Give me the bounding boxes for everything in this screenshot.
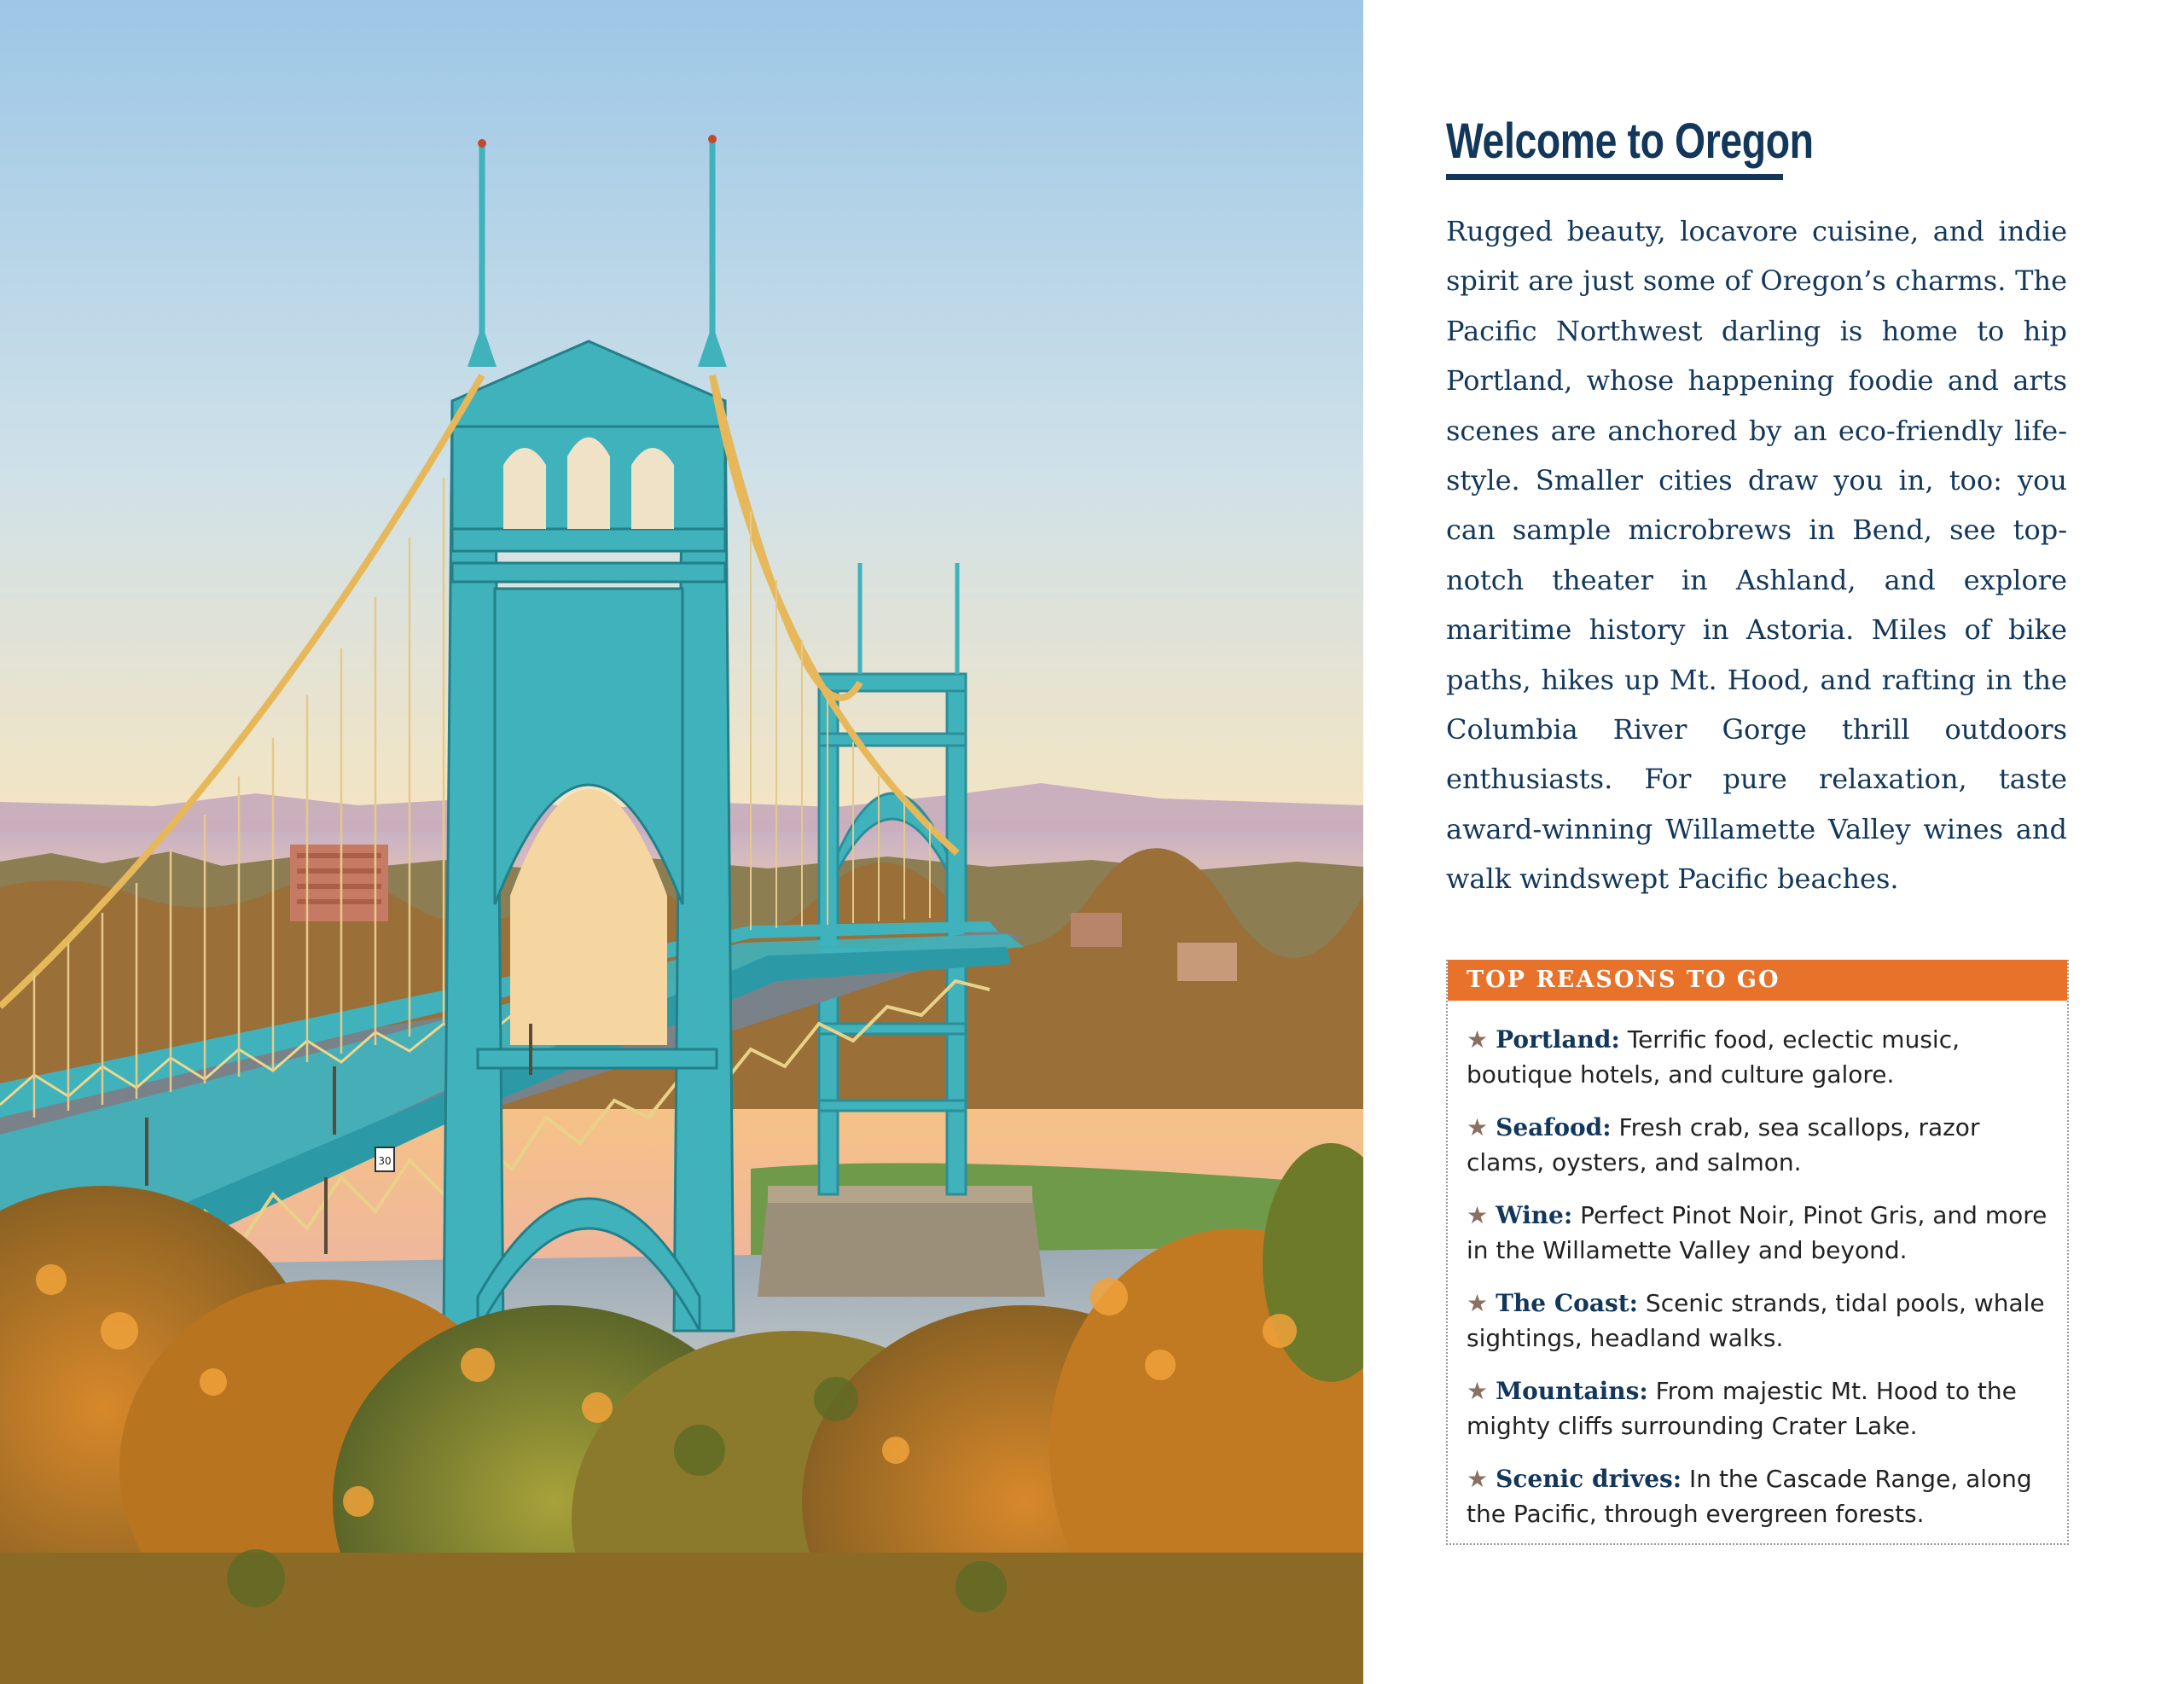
star-icon: ★ — [1467, 1465, 1489, 1493]
reason-text: In the Cascade Range, along the Pacific, through evergreen forests. — [1467, 1465, 2032, 1528]
reason-text: From majestic Mt. Hood to the mighty cliffs surrounding Crater Lake. — [1467, 1377, 2017, 1440]
reason-label: The Coast: — [1496, 1289, 1639, 1317]
list-item — [1467, 1110, 2055, 1198]
page-title: Welcome to Oregon — [1446, 113, 1814, 169]
list-item — [1467, 1198, 2055, 1286]
star-icon: ★ — [1467, 1201, 1489, 1229]
reason-label: Scenic drives: — [1496, 1465, 1682, 1493]
sidebar-header — [1448, 960, 2067, 1001]
reason-text: Perfect Pinot Noir, Pinot Gris, and more in the Willamette Valley and beyond. — [1467, 1201, 2048, 1264]
reason-label: Seafood: — [1496, 1113, 1612, 1141]
reason-text: Terrific food, eclectic music, boutique hotels, and culture galore. — [1467, 1025, 1960, 1089]
reason-text: Scenic strands, tidal pools, whale sightings, headland walks. — [1467, 1289, 2045, 1352]
list-item — [1467, 1373, 2055, 1461]
star-icon: ★ — [1467, 1377, 1489, 1405]
star-icon: ★ — [1467, 1289, 1489, 1317]
reasons-list — [1467, 1022, 2055, 1549]
list-item — [1467, 1022, 2055, 1110]
reason-label: Wine: — [1496, 1201, 1573, 1229]
speed-limit-sign: 30 — [378, 1155, 392, 1167]
intro-paragraph: Rugged beauty, locavore cuisine, and indie spirit are just some of Oregon’s charms. The Pacific Northwest darling is home to hip Portland, whose happening foodie and arts scenes are anchored by an eco-friendly life-style. Smaller cities draw you in, too: you can sample microbrews in Bend, see top-notch theater in Ashland, and explore maritime history in Astoria. Miles of bike paths, hikes up Mt. Hood, and rafting in the Columbia River Gorge thrill outdoors enthusiasts. For pure relaxation, taste award-winning Willamette Valley wines and walk windswept Pacific beaches. — [1446, 215, 2067, 896]
text-panel — [1446, 0, 2067, 1684]
reason-label: Portland: — [1496, 1025, 1620, 1054]
reason-label: Mountains: — [1496, 1377, 1648, 1405]
list-item — [1467, 1286, 2055, 1373]
star-icon: ★ — [1467, 1113, 1489, 1141]
sidebar-title: TOP REASONS TO GO — [1467, 967, 1780, 993]
title-underline — [1446, 174, 1783, 180]
list-item — [1467, 1461, 2055, 1549]
top-reasons-sidebar — [1446, 960, 2069, 1545]
star-icon: ★ — [1467, 1025, 1489, 1054]
reason-text: Fresh crab, sea scallops, razor clams, oysters, and salmon. — [1467, 1113, 1980, 1176]
